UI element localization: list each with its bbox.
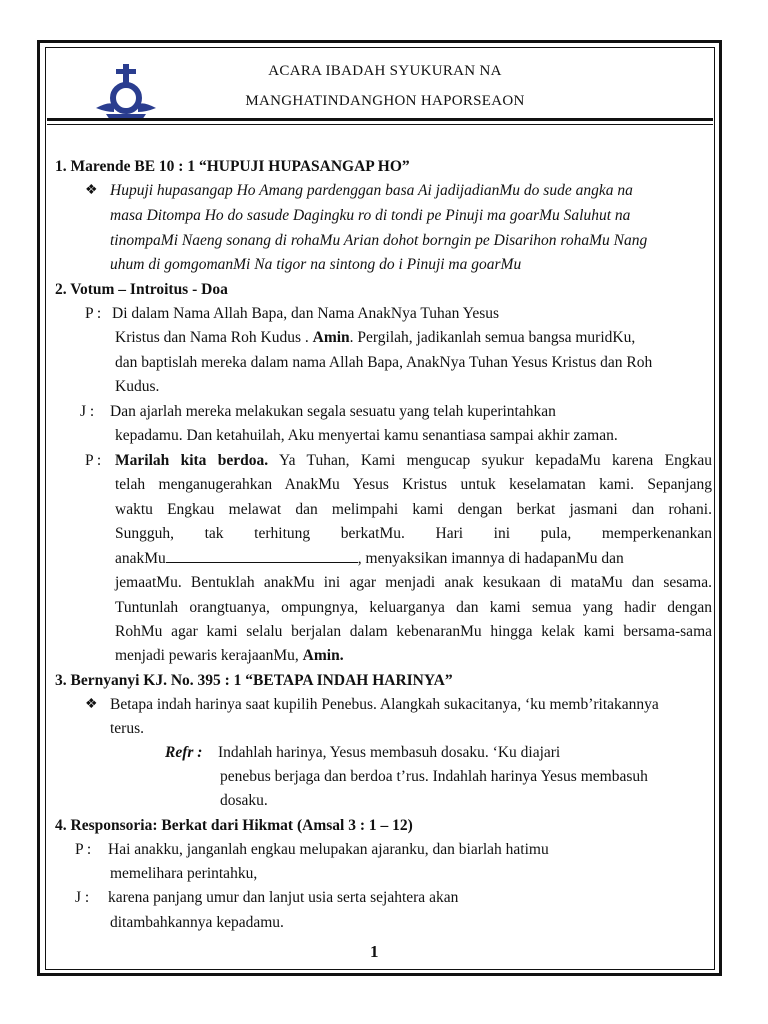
responsoria-line: ditambahkannya kepadamu. <box>110 914 284 931</box>
prayer-line: RohMu agar kami selalu berjalan dalam kebenaranMu hingga kelak kami bersama-sama <box>115 623 712 640</box>
prayer-line: telah menganugerahkan AnakMu Yesus Kristus untuk keselamatan kami. Sepanjang <box>115 476 712 493</box>
prayer-line: jemaatMu. Bentuklah anakMu ini agar menjadi anak kesukaan di mataMu dan sesama. <box>115 574 712 591</box>
church-logo-icon <box>92 62 160 124</box>
song-line: Hupuji hupasangap Ho Amang pardenggan basa Ai jadijadianMu do sude angka na <box>110 182 633 199</box>
responsoria-line: Hai anakku, janganlah engkau melupakan ajaranku, dan biarlah hatimu <box>108 841 549 858</box>
votum-line: Kristus dan Nama Roh Kudus . Amin. Pergilah, jadikanlah semua bangsa muridKu, <box>115 329 636 346</box>
title-line-1: ACARA IBADAH SYUKURAN NA <box>268 63 502 79</box>
song-line: tinompaMi Naeng sonang di rohaMu Arian dohot borngin pe Disarihon rohaMu Nang <box>110 232 648 249</box>
title-line-2: MANGHATINDANGHON HAPORSEAON <box>245 93 525 109</box>
refrain-label: Refr : <box>165 744 203 761</box>
page-number: 1 <box>370 942 379 961</box>
votum-line: dan baptislah mereka dalam nama Allah Bapa, AnakNya Tuhan Yesus Kristus dan Roh <box>115 354 653 371</box>
section-2-heading: 2. Votum – Introitus - Doa <box>55 281 228 298</box>
speaker-label: P : <box>85 305 102 322</box>
votum-line: Kudus. <box>115 378 160 395</box>
speaker-label: J : <box>80 403 95 420</box>
prayer-line: Tuntunlah orangtuanya, ompungnya, keluarganya dan kami semua yang hadir dengan <box>115 599 712 616</box>
song-line: masa Ditompa Ho do sasude Dagingku ro di tondi pe Pinuji ma goarMu Saluhut na <box>110 207 631 224</box>
section-4-heading: 4. Responsoria: Berkat dari Hikmat (Amsal 3 : 1 – 12) <box>55 817 413 834</box>
votum-line: Di dalam Nama Allah Bapa, dan Nama AnakNya Tuhan Yesus <box>112 305 500 322</box>
response-line: kepadamu. Dan ketahuilah, Aku menyertai kamu senantiasa sampai akhir zaman. <box>115 427 618 444</box>
refrain-line: dosaku. <box>220 792 268 809</box>
header-divider <box>47 118 713 121</box>
hymn-line: Betapa indah harinya saat kupilih Penebus. Alangkah sukacitanya, ‘ku memb’ritakannya <box>110 696 659 713</box>
refrain-line: penebus berjaga dan berdoa t’rus. Indahlah harinya Yesus membasuh <box>220 768 648 785</box>
speaker-label: P : <box>75 841 92 858</box>
responsoria-line: karena panjang umur dan lanjut usia serta sejahtera akan <box>108 889 459 906</box>
name-blank-field <box>166 548 358 563</box>
header-divider-thin <box>47 124 713 125</box>
song-line: uhum di gomgomanMi Na tigor na sintong do i Pinuji ma goarMu <box>110 256 522 273</box>
amin-word: Amin. <box>302 647 344 664</box>
amin-word: Amin <box>312 329 350 346</box>
refrain-line: Indahlah harinya, Yesus membasuh dosaku. ‘Ku diajari <box>218 744 561 761</box>
bullet-icon: ❖ <box>85 697 98 712</box>
speaker-label: P : <box>85 452 102 469</box>
prayer-line: Sungguh, tak terhitung berkatMu. Hari ini pula, memperkenankan <box>115 525 712 542</box>
prayer-line: anakMu , menyaksikan imannya di hadapanMu dan <box>115 550 624 567</box>
prayer-line: Marilah kita berdoa. Ya Tuhan, Kami mengucap syukur kepadaMu karena Engkau <box>115 452 712 469</box>
speaker-label: J : <box>75 889 90 906</box>
response-line: Dan ajarlah mereka melakukan segala sesuatu yang telah kuperintahkan <box>110 403 556 420</box>
section-1-heading: 1. Marende BE 10 : 1 “HUPUJI HUPASANGAP HO” <box>55 158 410 175</box>
bullet-icon: ❖ <box>85 183 98 198</box>
hymn-line: terus. <box>110 720 145 737</box>
section-3-heading: 3. Bernyanyi KJ. No. 395 : 1 “BETAPA INDAH HARINYA” <box>55 672 453 689</box>
responsoria-line: memelihara perintahku, <box>110 865 258 882</box>
prayer-line: menjadi pewaris kerajaanMu, Amin. <box>115 647 344 664</box>
prayer-line: waktu Engkau melawat dan melimpahi kami dengan berkat jasmani dan rohani. <box>115 501 712 518</box>
